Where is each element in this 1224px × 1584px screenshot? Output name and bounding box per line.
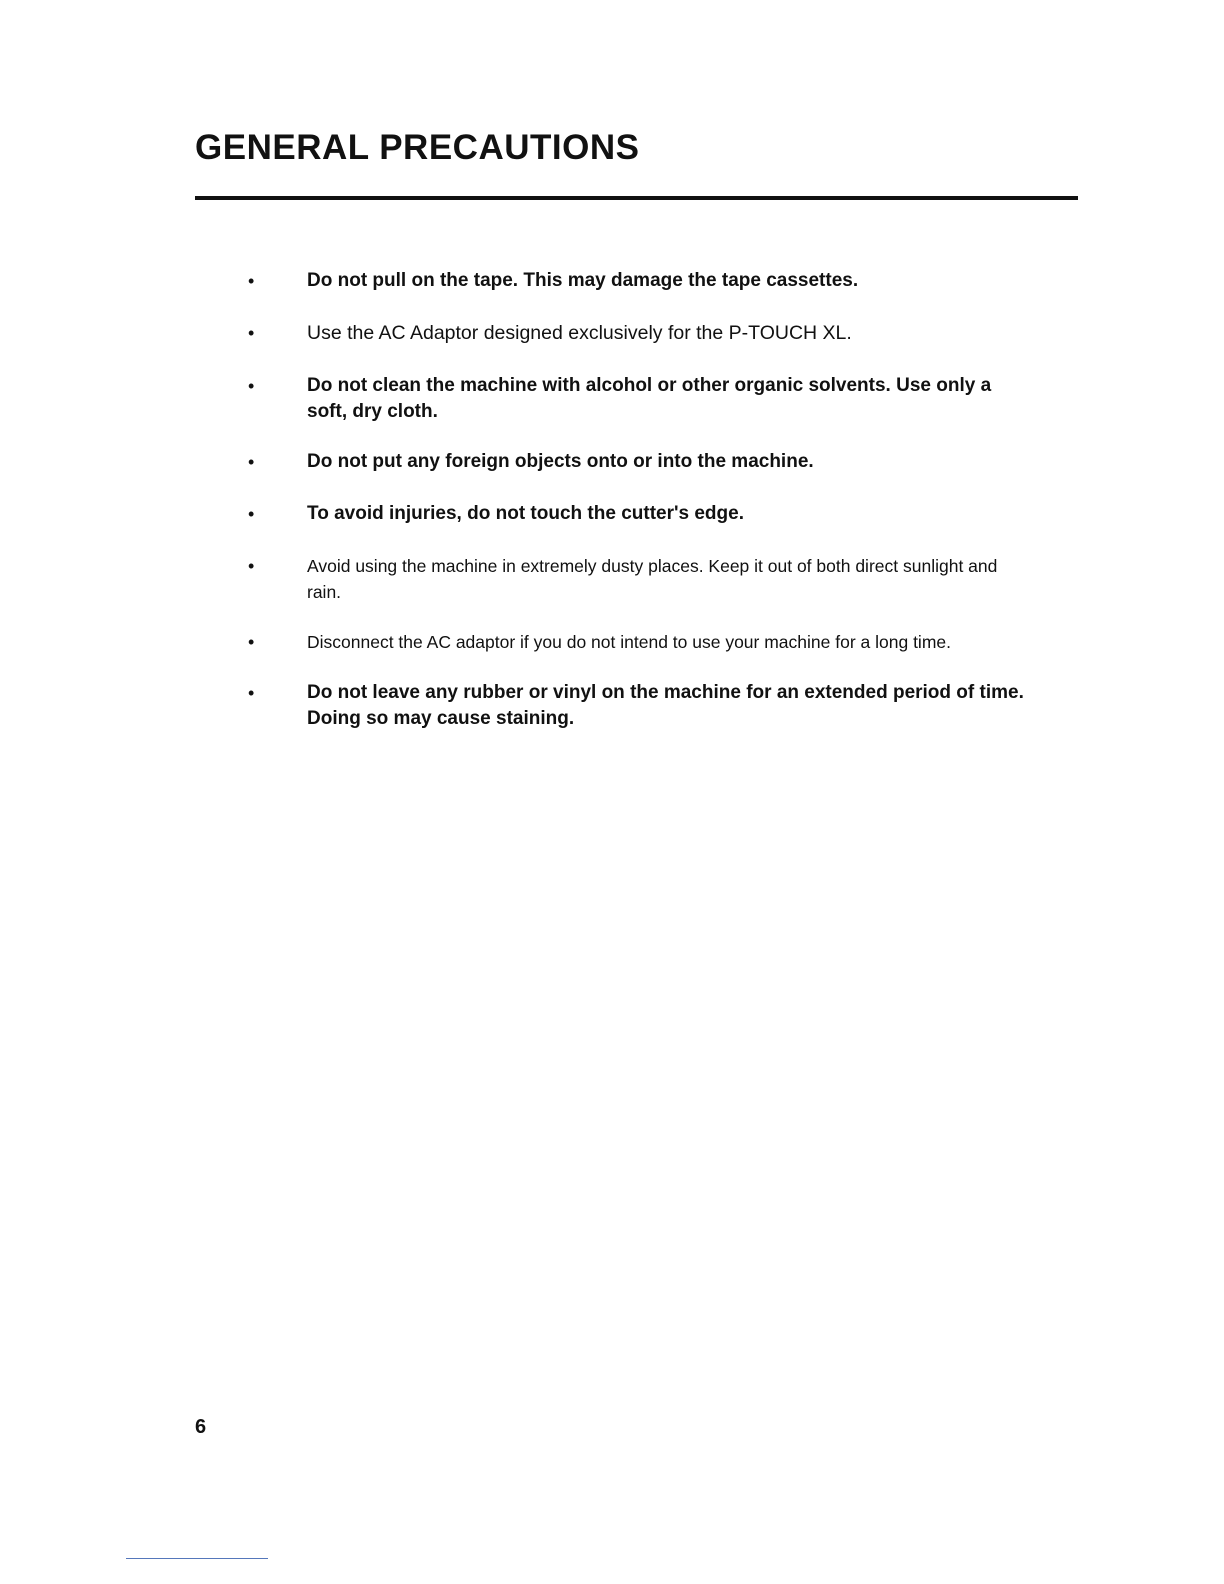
footer-divider bbox=[126, 1558, 268, 1559]
precaution-text: Disconnect the AC adaptor if you do not intend to use your machine for a long time. bbox=[307, 632, 951, 652]
precaution-text: Do not leave any rubber or vinyl on the machine for an extended period of time. Doing so may cause staining. bbox=[307, 682, 1024, 729]
bullet: • bbox=[248, 683, 255, 703]
bullet: • bbox=[248, 504, 255, 524]
page-title: GENERAL PRECAUTIONS bbox=[195, 128, 640, 167]
precaution-text: Do not clean the machine with alcohol or other organic solvents. Use only a soft, dry cloth. bbox=[307, 375, 992, 422]
bullet: • bbox=[248, 271, 255, 291]
page-number: 6 bbox=[195, 1416, 207, 1438]
bullet: • bbox=[248, 452, 255, 472]
bullet: • bbox=[248, 323, 255, 343]
bullet: • bbox=[248, 376, 255, 396]
bullet: • bbox=[248, 556, 255, 576]
precaution-text: Avoid using the machine in extremely dusty places. Keep it out of both direct sunlight and rain. bbox=[307, 556, 998, 602]
precaution-text: Do not put any foreign objects onto or into the machine. bbox=[307, 451, 814, 472]
precaution-text: Use the AC Adaptor designed exclusively for the P-TOUCH XL. bbox=[307, 322, 852, 344]
precaution-text: To avoid injuries, do not touch the cutter's edge. bbox=[307, 503, 744, 524]
title-rule bbox=[195, 196, 1078, 200]
bullet: • bbox=[248, 632, 255, 652]
precaution-text: Do not pull on the tape. This may damage the tape cassettes. bbox=[307, 270, 859, 291]
